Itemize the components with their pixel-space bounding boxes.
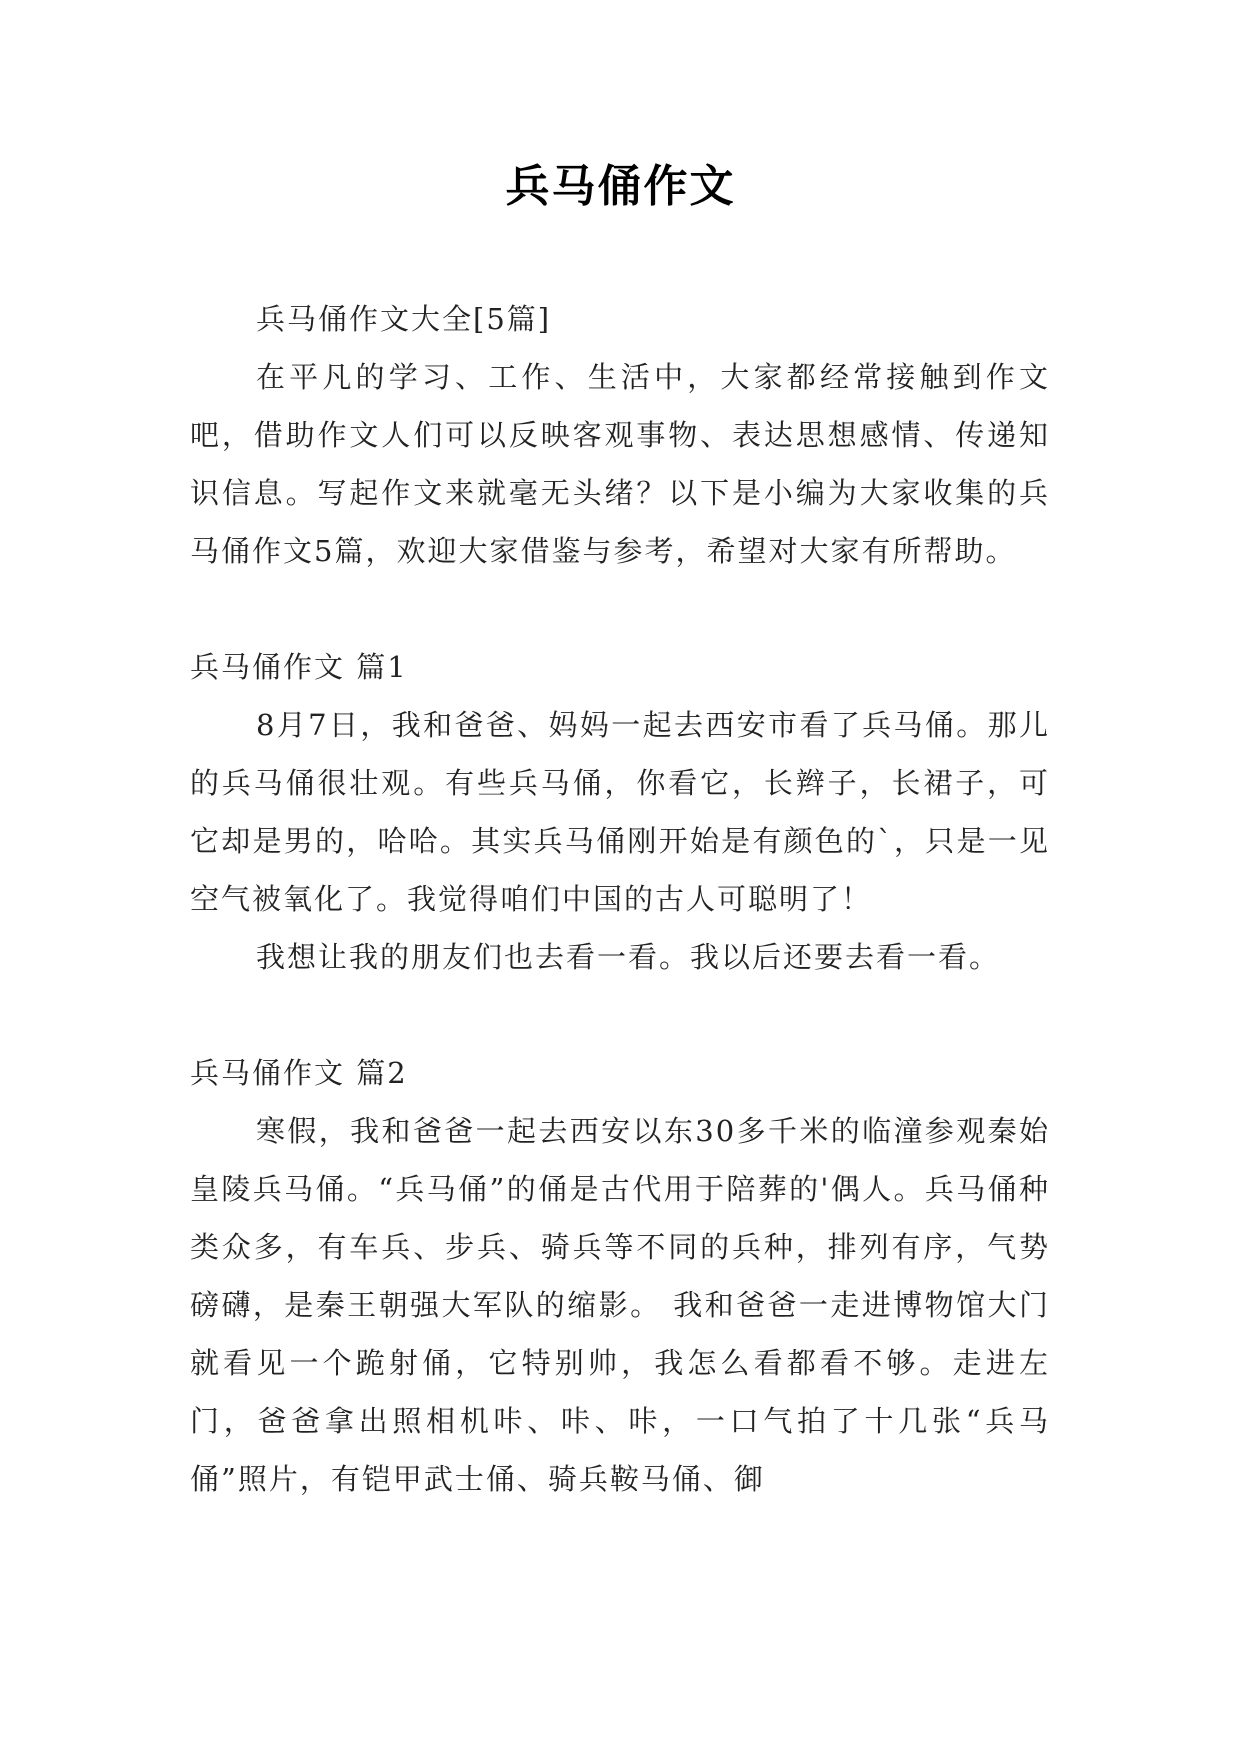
section-1-paragraph-1: 8月7日，我和爸爸、妈妈一起去西安市看了兵马俑。那儿的兵马俑很壮观。有些兵马俑，你看它，长辫子，长裙子，可它却是男的，哈哈。其实兵马俑刚开始是有颜色的`，只是一见空气被氧化了。我觉得咱们中国的古人可聪明了！ xyxy=(190,708,1050,916)
section-heading-1: 兵马俑作文 篇1 xyxy=(190,650,408,684)
intro-paragraph: 在平凡的学习、工作、生活中，大家都经常接触到作文吧，借助作文人们可以反映客观事物、表达思想感情、传递知识信息。写起作文来就毫无头绪？以下是小编为大家收集的兵马俑作文5篇，欢迎大家借鉴与参考，希望对大家有所帮助。 xyxy=(190,360,1050,568)
section-2-paragraph-1: 寒假，我和爸爸一起去西安以东30多千米的临潼参观秦始皇陵兵马俑。“兵马俑”的俑是古代用于陪葬的'偶人。兵马俑种类众多，有车兵、步兵、骑兵等不同的兵种，排列有序，气势磅礴，是秦王朝强大军队的缩影。 我和爸爸一走进博物馆大门就看见一个跪射俑，它特别帅，我怎么看都看不够。走进左门，爸爸拿出照相机咔、咔、咔，一口气拍了十几张“兵马俑”照片，有铠甲武士俑、骑兵鞍马俑、御 xyxy=(190,1114,1050,1496)
section-1-paragraph-2: 我想让我的朋友们也去看一看。我以后还要去看一看。 xyxy=(256,940,1001,974)
page-title: 兵马俑作文 xyxy=(505,161,736,212)
document-body xyxy=(190,290,1050,1508)
document-subtitle: 兵马俑作文大全[5篇] xyxy=(256,302,552,336)
section-heading-2: 兵马俑作文 篇2 xyxy=(190,1056,408,1090)
